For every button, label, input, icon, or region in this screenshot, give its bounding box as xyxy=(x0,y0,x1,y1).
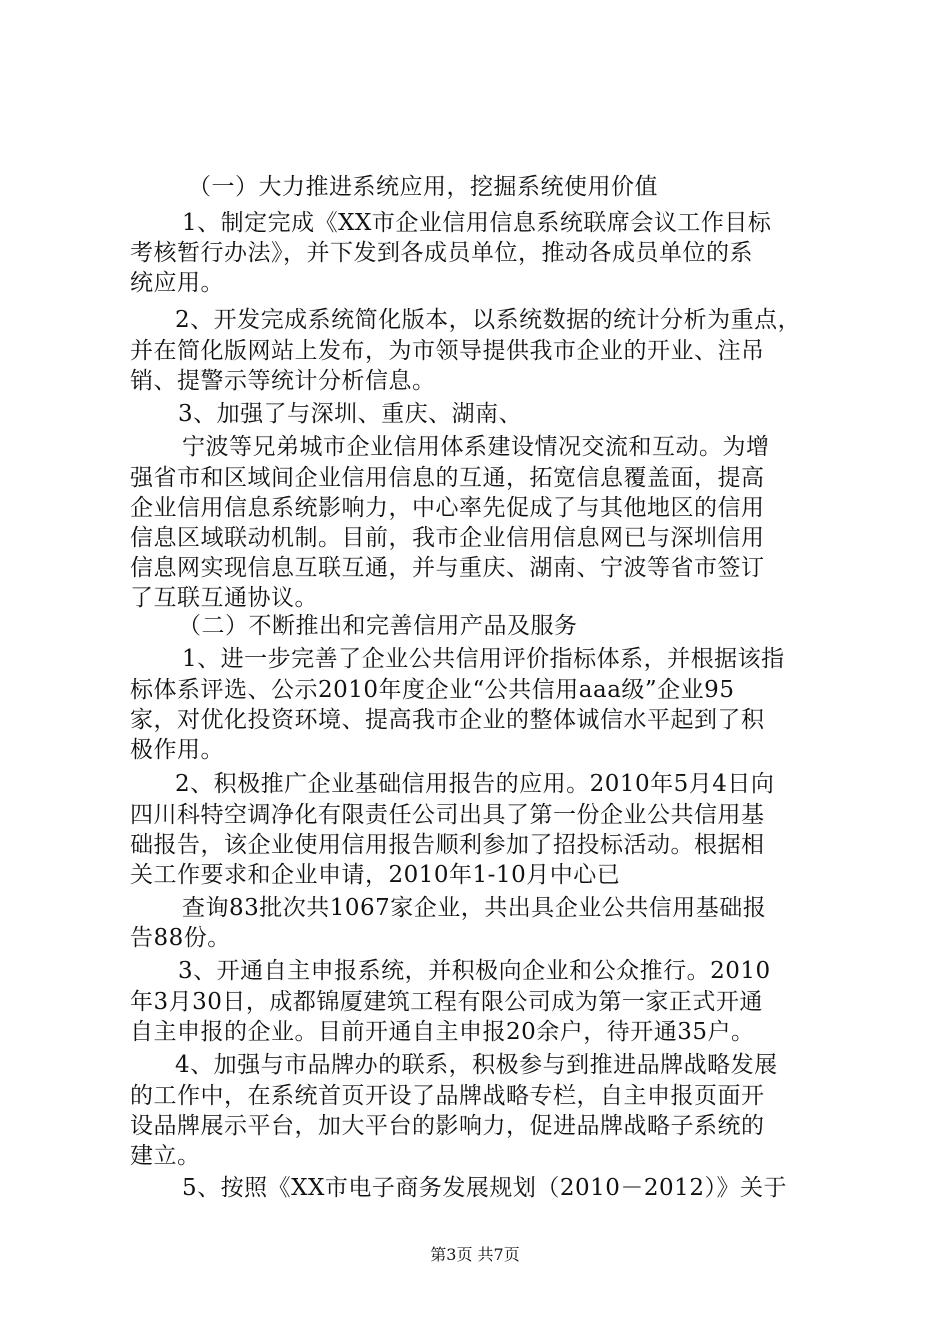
paragraph-line: 5、按照《XX市电子商务发展规划（2010－2012）》关于 xyxy=(182,1175,787,1201)
paragraph-line: 2、积极推广企业基础信用报告的应用。2010年5月4日向 xyxy=(175,771,775,797)
paragraph-line: 信息网实现信息互联互通，并与重庆、湖南、宁波等省市签订 xyxy=(130,555,765,581)
paragraph-line: 销、提警示等统计分析信息。 xyxy=(130,368,436,394)
paragraph-line: 关工作要求和企业申请，2010年1-10月中心已 xyxy=(130,862,621,888)
paragraph-line: 1、制定完成《XX市企业信用信息系统联席会议工作目标 xyxy=(182,210,772,236)
paragraph-line: 考核暂行办法》，并下发到各成员单位，推动各成员单位的系 xyxy=(130,240,753,266)
paragraph-line: 查询83批次共1067家企业，共出具企业公共信用基础报 xyxy=(182,895,767,921)
paragraph-line: 标体系评选、公示2010年度企业“公共信用aaa级”企业95 xyxy=(130,677,735,703)
paragraph-line: 强省市和区域间企业信用信息的互通，拓宽信息覆盖面，提高 xyxy=(130,465,765,491)
paragraph-line: 了互联互通协议。 xyxy=(130,585,318,611)
section-heading-1: （一）大力推进系统应用，挖掘系统使用价值 xyxy=(188,174,658,200)
paragraph-line: 企业信用信息系统影响力，中心率先促成了与其他地区的信用 xyxy=(130,495,765,521)
paragraph-line: 并在简化版网站上发布，为市领导提供我市企业的开业、注吊 xyxy=(130,338,765,364)
paragraph-line: 4、加强与市品牌办的联系，积极参与到推进品牌战略发展 xyxy=(175,1052,778,1078)
paragraph-line: 宁波等兄弟城市企业信用体系建设情况交流和互动。为增 xyxy=(182,434,770,460)
paragraph-line: 3、加强了与深圳、重庆、湖南、 xyxy=(178,401,523,427)
paragraph-line: 四川科特空调净化有限责任公司出具了第一份企业公共信用基 xyxy=(130,802,765,828)
paragraph-line: 2、开发完成系统简化版本，以系统数据的统计分析为重点， xyxy=(175,307,802,333)
paragraph-line: 年3月30日，成都锦厦建筑工程有限公司成为第一家正式开通 xyxy=(130,989,763,1015)
paragraph-line: 3、开通自主申报系统，并积极向企业和公众推行。2010 xyxy=(178,958,771,984)
paragraph-line: 自主申报的企业。目前开通自主申报20余户，待开通35户。 xyxy=(130,1019,755,1045)
paragraph-line: 极作用。 xyxy=(130,737,224,763)
paragraph-line: 础报告，该企业使用信用报告顺利参加了招投标活动。根据相 xyxy=(130,832,765,858)
paragraph-line: 设品牌展示平台，加大平台的影响力，促进品牌战略子系统的 xyxy=(130,1113,765,1139)
paragraph-line: 统应用。 xyxy=(130,270,224,296)
section-heading-2: （二）不断推出和完善信用产品及服务 xyxy=(178,613,578,639)
paragraph-line: 信息区域联动机制。目前，我市企业信用信息网已与深圳信用 xyxy=(130,525,765,551)
paragraph-line: 告88份。 xyxy=(130,925,231,951)
paragraph-line: 建立。 xyxy=(130,1143,201,1169)
paragraph-line: 家，对优化投资环境、提高我市企业的整体诚信水平起到了积 xyxy=(130,707,765,733)
paragraph-line: 1、进一步完善了企业公共信用评价指标体系，并根据该指 xyxy=(182,646,785,672)
paragraph-line: 的工作中，在系统首页开设了品牌战略专栏，自主申报页面开 xyxy=(130,1083,765,1109)
page-footer: 第3页 共7页 xyxy=(430,1245,520,1264)
